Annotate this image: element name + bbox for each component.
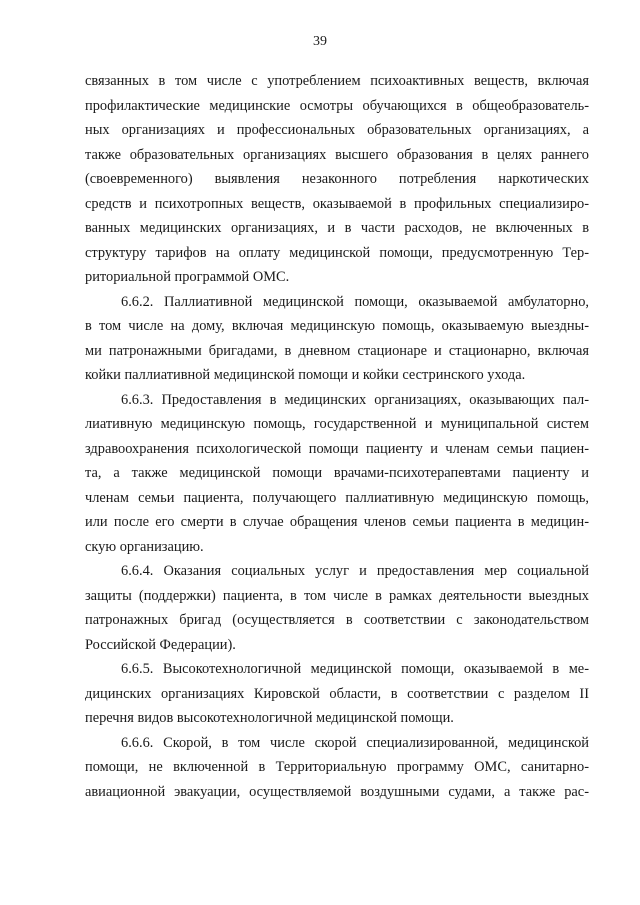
paragraph-6-6-3	[85, 388, 589, 560]
text-line: также образовательных организациях высшего образования в целях раннего	[85, 146, 589, 163]
text-line: ми патронажными бригадами, в дневном стационаре и стационарно, включая	[85, 342, 589, 359]
document-body	[85, 69, 589, 804]
text-line: ванных медицинских организациях, и в части расходов, не включенных в	[85, 220, 589, 236]
text-line: койки паллиативной медицинской помощи и койки сестринского ухода.	[85, 367, 526, 383]
text-line: средств и психотропных веществ, оказываемой в профильных специализиро-	[85, 195, 589, 212]
text-line: членам семьи пациента, получающего паллиативную медицинскую помощь,	[85, 489, 589, 506]
text-line: дицинских организациях Кировской области, в соответствии с разделом II	[85, 685, 589, 702]
text-line: (своевременного) выявления незаконного потребления наркотических	[85, 171, 589, 187]
text-line: скую организацию.	[85, 538, 204, 555]
text-line: 6.6.5. Высокотехнологичной медицинской помощи, оказываемой в ме-	[121, 661, 589, 677]
text-line: риториальной программой ОМС.	[85, 269, 290, 285]
text-line: 6.6.6. Скорой, в том числе скорой специализированной, медицинской	[121, 734, 589, 751]
paragraph-continuation	[85, 69, 589, 290]
text-line: 6.6.2. Паллиативной медицинской помощи, оказываемой амбулаторно,	[121, 293, 589, 310]
text-line: перечня видов высокотехнологичной медицинской помощи.	[85, 710, 454, 726]
text-line: или после его смерти в случае обращения членов семьи пациента в медицин-	[85, 514, 589, 530]
text-line: авиационной эвакуации, осуществляемой воздушными судами, а также рас-	[85, 783, 589, 800]
text-line: 6.6.3. Предоставления в медицинских организациях, оказывающих пал-	[121, 391, 589, 408]
paragraph-6-6-6	[85, 731, 589, 805]
text-line: связанных в том числе с употреблением психоактивных веществ, включая	[85, 73, 589, 89]
text-line: защиты (поддержки) пациента, в том числе в рамках деятельности выездных	[85, 587, 589, 604]
text-line: помощи, не включенной в Территориальную программу ОМС, санитарно-	[85, 759, 589, 775]
text-line: структуру тарифов на оплату медицинской помощи, предусмотренную Тер-	[85, 244, 589, 261]
text-line: та, а также медицинской помощи врачами-психотерапевтами пациенту и	[85, 465, 589, 481]
text-line: здравоохранения психологической помощи пациенту и членам семьи пациен-	[85, 440, 589, 457]
paragraph-6-6-2	[85, 290, 589, 388]
text-line: ных организациях и профессиональных образовательных организациях, а	[85, 122, 589, 138]
page-number: 39	[313, 34, 327, 49]
paragraph-6-6-4	[85, 559, 589, 657]
text-line: в том числе на дому, включая медицинскую помощь, оказываемую выездны-	[85, 318, 589, 334]
text-line: патронажных бригад (осуществляется в соответствии с законодательством	[85, 612, 589, 628]
text-line: Российской Федерации).	[85, 636, 236, 653]
text-line: профилактические медицинские осмотры обучающихся в общеобразователь-	[85, 97, 589, 114]
text-line: лиативную медицинскую помощь, государственной и муниципальной систем	[85, 416, 589, 432]
paragraph-6-6-5	[85, 657, 589, 731]
text-line: 6.6.4. Оказания социальных услуг и предоставления мер социальной	[121, 563, 589, 579]
